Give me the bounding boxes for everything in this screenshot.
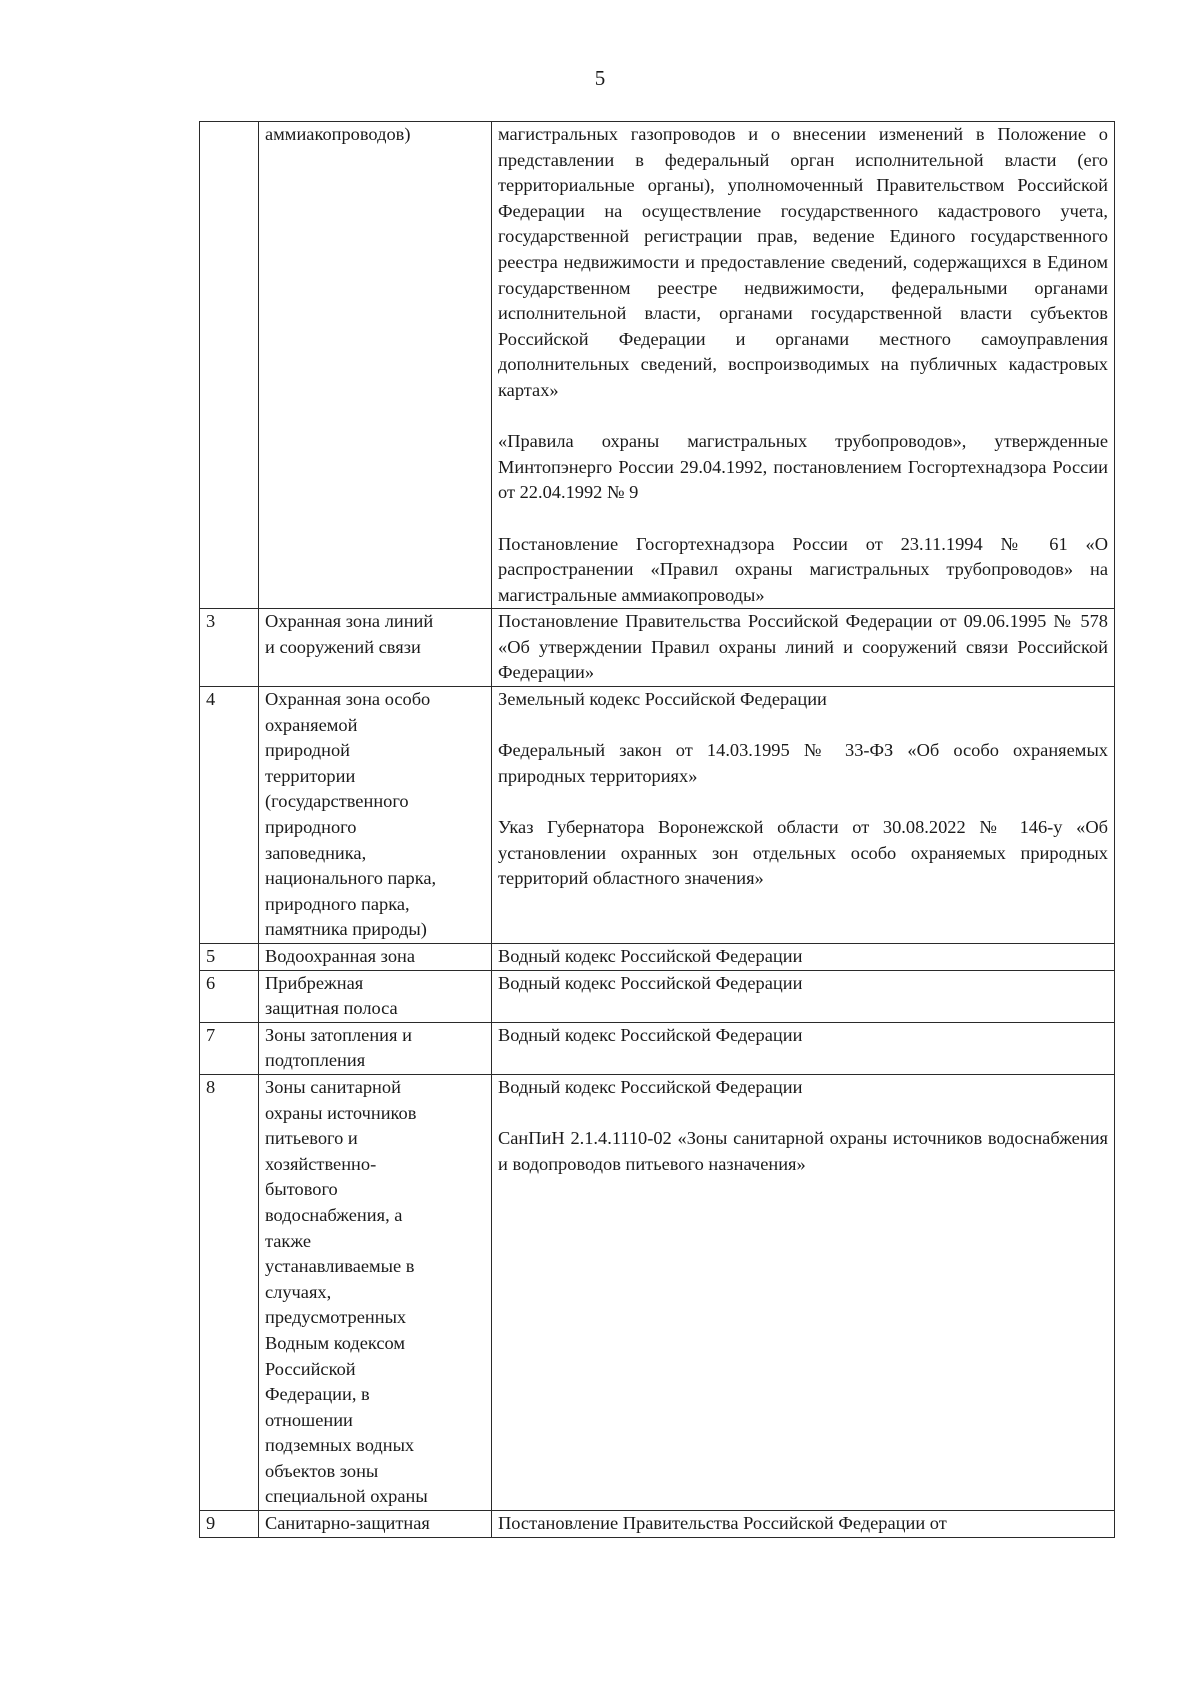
- legal-documents-cell: [492, 1074, 1115, 1510]
- zone-name-cell: [259, 1511, 492, 1538]
- legal-document-paragraph: магистральных газопроводов и о внесении изменений в Положение о представлении в федеральный орган исполнительной власти (его территориальные органы), уполномоченный Правительством Российской Федерации на осуществление государственного кадастрового учета, государственной регистрации прав, ведение Единого государственного реестра недвижимости и предоставление сведений, содержащихся в Едином государственном реестре недвижимости, федеральными органами исполнительной власти, органами государственной власти субъектов Российской Федерации и органами местного самоуправления дополнительных сведений, воспроизводимых на публичных кадастровых картах»: [498, 124, 1108, 400]
- row-number-cell: [200, 1511, 259, 1538]
- zone-name: Охранная зона особо охраняемой природной территории (государственного природного заповедника, национального парка, природного парка, памятника природы): [265, 689, 437, 940]
- legal-documents-cell: [492, 1022, 1115, 1074]
- legal-document-paragraph: Земельный кодекс Российской Федерации: [498, 689, 827, 710]
- zone-name-cell: [259, 1022, 492, 1074]
- zone-name: Водоохранная зона: [265, 946, 416, 966]
- legal-document-paragraph: Водный кодекс Российской Федерации: [498, 1076, 803, 1097]
- legal-documents-cell: [492, 609, 1115, 687]
- legal-document-paragraph: Водный кодекс Российской Федерации: [498, 972, 803, 993]
- zone-name: Охранная зона линий и сооружений связи: [265, 611, 434, 657]
- legal-document-paragraph: Водный кодекс Российской Федерации: [498, 946, 803, 966]
- legal-document-paragraph: СанПиН 2.1.4.1110-02 «Зоны санитарной охраны источников водоснабжения и водопроводов питьевого назначения»: [498, 1128, 1108, 1174]
- legal-document-paragraph: Федеральный закон от 14.03.1995 № 33-ФЗ «Об особо охраняемых природных территориях»: [498, 740, 1108, 786]
- row-number: 7: [206, 1024, 216, 1045]
- zone-name-cell: [259, 1074, 492, 1510]
- row-number: 8: [206, 1076, 216, 1097]
- row-number-cell: [200, 609, 259, 687]
- zones-table: [199, 121, 1115, 1538]
- zone-name: Санитарно-защитная: [265, 1513, 430, 1534]
- legal-document-paragraph: Постановление Правительства Российской Федерации от: [498, 1513, 947, 1534]
- row-number: 6: [206, 972, 216, 993]
- legal-document-paragraph: Постановление Правительства Российской Федерации от 09.06.1995 № 578 «Об утверждении Правил охраны линий и сооружений связи Российской Федерации»: [498, 611, 1108, 683]
- zone-name: Зоны санитарной охраны источников питьевого и хозяйственно- бытового водоснабжения, а также устанавливаемые в случаях, предусмотренных Водным кодексом Российской Федерации, в отношении подземных водных объектов зоны специальной охраны: [265, 1076, 428, 1507]
- page-number: 5: [594, 66, 606, 90]
- row-number-cell: [200, 1022, 259, 1074]
- legal-documents-cell: [492, 687, 1115, 944]
- zone-name-cell: [259, 970, 492, 1022]
- table-row: [200, 122, 1115, 609]
- legal-document-paragraph: «Правила охраны магистральных трубопроводов», утвержденные Минтопэнерго России 29.04.1992, постановлением Госгортехнадзора России от 22.04.1992 № 9: [498, 431, 1108, 503]
- table-row: [200, 944, 1115, 971]
- legal-document-paragraph: Указ Губернатора Воронежской области от 30.08.2022 № 146-у «Об установлении охранных зон отдельных особо охраняемых природных территорий областного значения»: [498, 817, 1108, 889]
- zone-name-cell: [259, 122, 492, 609]
- row-number: 4: [206, 689, 216, 710]
- table-row: [200, 687, 1115, 944]
- legal-documents-cell: [492, 944, 1115, 971]
- row-number-cell: [200, 1074, 259, 1510]
- zone-name-cell: [259, 687, 492, 944]
- legal-document-paragraph: Водный кодекс Российской Федерации: [498, 1024, 803, 1045]
- legal-document-paragraph: Постановление Госгортехнадзора России от 23.11.1994 № 61 «О распространении «Правил охраны магистральных трубопроводов» на магистральные аммиакопроводы»: [498, 533, 1108, 605]
- row-number-cell: [200, 687, 259, 944]
- row-number-cell: [200, 970, 259, 1022]
- row-number-cell: [200, 122, 259, 609]
- zone-name: Зоны затопления и подтопления: [265, 1024, 412, 1071]
- zone-name: аммиакопроводов): [265, 124, 411, 144]
- table-row: [200, 1022, 1115, 1074]
- zone-name-cell: [259, 944, 492, 971]
- legal-documents-cell: [492, 970, 1115, 1022]
- legal-documents-cell: [492, 122, 1115, 609]
- table-row: [200, 970, 1115, 1022]
- zone-name-cell: [259, 609, 492, 687]
- legal-documents-cell: [492, 1511, 1115, 1538]
- zone-name: Прибрежная защитная полоса: [265, 972, 398, 1019]
- table-row: [200, 1511, 1115, 1538]
- row-number: 3: [206, 611, 216, 632]
- table-row: [200, 1074, 1115, 1510]
- row-number: 9: [206, 1513, 216, 1534]
- row-number-cell: [200, 944, 259, 971]
- zones-table-body: [200, 122, 1115, 1538]
- table-row: [200, 609, 1115, 687]
- row-number: 5: [206, 946, 216, 966]
